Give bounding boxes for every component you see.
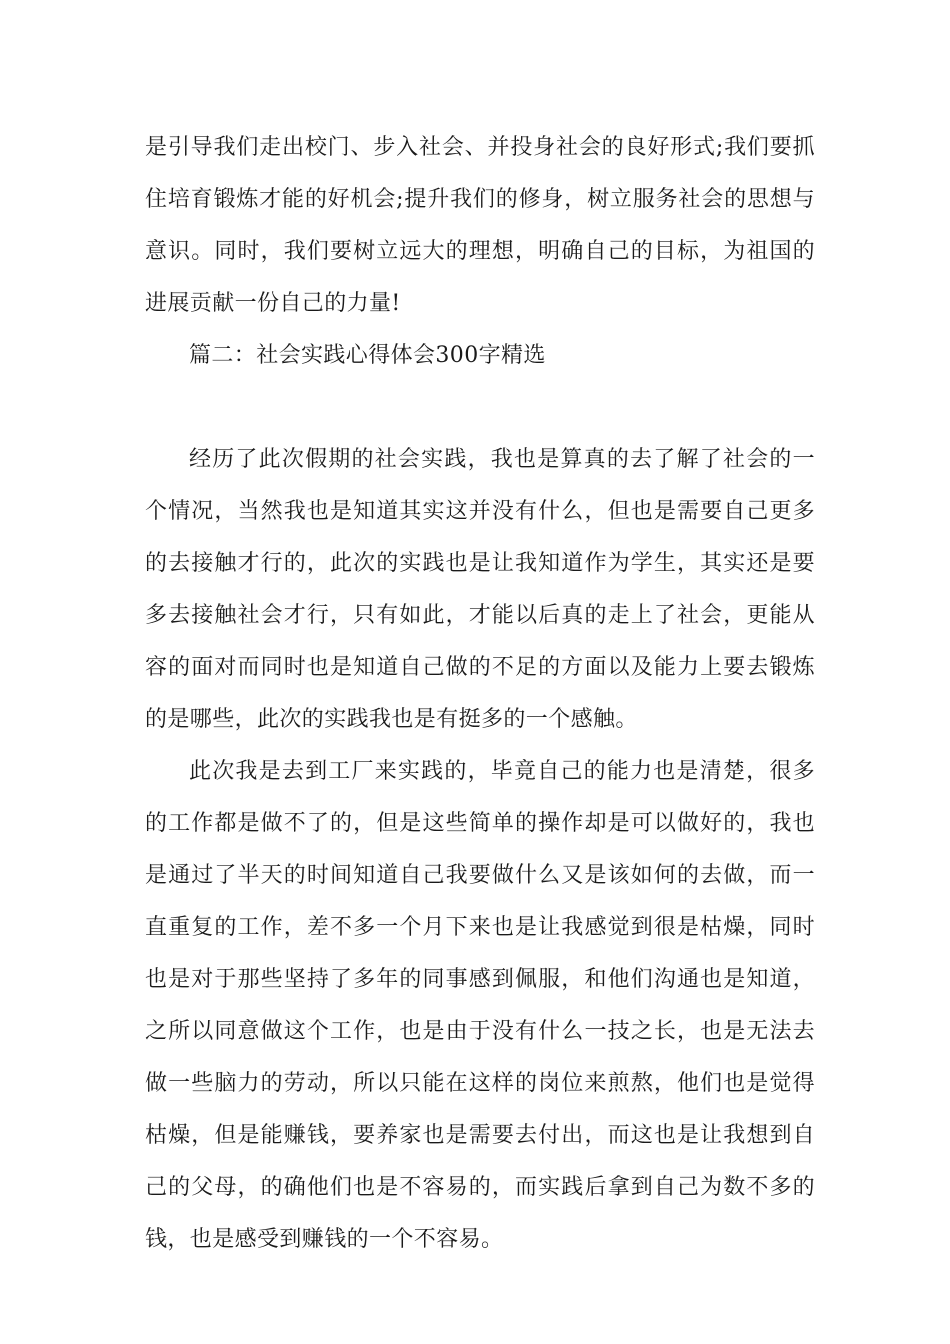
section-heading: 篇二：社会实践心得体会300字精选 [189,343,546,368]
paragraph-intro-continuation: 是引导我们走出校门、步入社会、并投身社会的良好形式;我们要抓住培育锻炼才能的好机会;提升我们的修身，树立服务社会的思想与意识。同时，我们要树立远大的理想，明确自己的目标，为祖国的进展贡献一份自己的力量! [145,135,815,316]
paragraph-experience: 经历了此次假期的社会实践，我也是算真的去了解了社会的一个情况，当然我也是知道其实这并没有什么，但也是需要自己更多的去接触才行的，此次的实践也是让我知道作为学生，其实还是要多去接触社会才行，只有如此，才能以后真的走上了社会，更能从容的面对而同时也是知道自己做的不足的方面以及能力上要去锻炼的是哪些，此次的实践我也是有挺多的一个感触。 [145,447,815,732]
paragraph-factory: 此次我是去到工厂来实践的，毕竟自己的能力也是清楚，很多的工作都是做不了的，但是这些简单的操作却是可以做好的，我也是通过了半天的时间知道自己我要做什么又是该如何的去做，而一直重复的工作，差不多一个月下来也是让我感觉到很是枯燥，同时也是对于那些坚持了多年的同事感到佩服，和他们沟通也是知道，之所以同意做这个工作，也是由于没有什么一技之长，也是无法去做一些脑力的劳动，所以只能在这样的岗位来煎熬，他们也是觉得枯燥，但是能赚钱，要养家也是需要去付出，而这也是让我想到自己的父母，的确他们也是不容易的，而实践后拿到自己为数不多的钱，也是感受到赚钱的一个不容易。 [145,759,815,1252]
blank-line [145,382,815,434]
document-body [145,122,815,1266]
